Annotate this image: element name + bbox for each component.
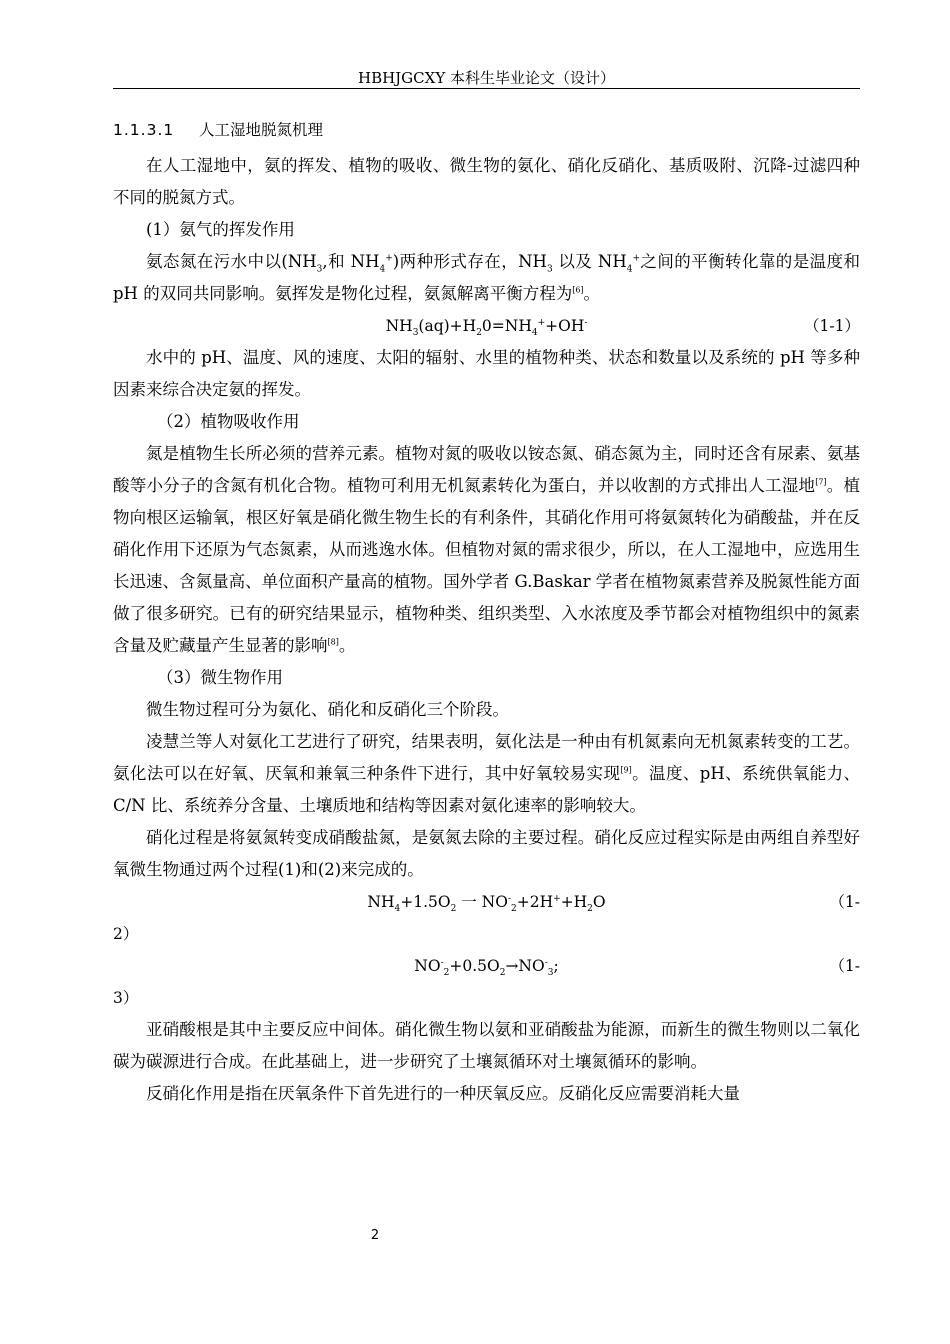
- text-run: 。: [338, 636, 356, 655]
- equation-formula: $NH_3(aq)+H_20=NH_4^++OH^-$: [385, 317, 588, 339]
- running-header: HBHJGCXY 本科生毕业论文（设计）: [357, 69, 615, 87]
- text-run: 氮是植物生长所必须的营养元素。植物对氮的吸收以铵态氮、硝态氮为主，同时还含有尿素、氨基酸等小分子的含氮有机化合物。植物可利用无机氮素转化为蛋白，并以收割的方式排出人工湿地: [113, 444, 860, 495]
- subscript: 3: [316, 264, 323, 275]
- section-title: 人工湿地脱氮机理: [199, 121, 324, 139]
- paragraph-plant-uptake: [113, 438, 860, 662]
- equation-number-wrap: 2）: [113, 925, 139, 943]
- section-heading: [113, 114, 860, 146]
- subscript: 4: [626, 264, 633, 275]
- page-number: 2: [370, 1228, 380, 1243]
- equation-1-2: [113, 886, 860, 918]
- paragraph-ammonification: [113, 726, 860, 822]
- citation: [6]: [572, 285, 584, 295]
- page-body: [113, 114, 860, 1110]
- paragraph-denitrification: 反硝化作用是指在厌氧条件下首先进行的一种厌氧反应。反硝化反应需要消耗大量: [146, 1084, 740, 1103]
- paragraph-nitrite: 亚硝酸根是其中主要反应中间体。硝化微生物以氨和亚硝酸盐为能源，而新生的微生物则以二氧化碳为碳源进行合成。在此基础上，进一步研究了土壤氮循环对土壤氮循环的影响。: [113, 1020, 860, 1071]
- text-run: 以及 NH: [552, 252, 627, 271]
- superscript: +: [632, 253, 640, 264]
- text-run: ,和 NH: [322, 252, 380, 271]
- text-run: 氨态氮在污水中以(NH: [146, 252, 317, 271]
- text-run: 凌慧兰等人对氨化工艺进行了研究，结果表明，氨化法是一种由有机氮素向无机氮素转变的工艺。氨化法可以在好氧、厌氧和兼氧三种条件下进行，其中好氧较易实现: [113, 732, 860, 783]
- text-run: 之间的平衡转化靠的是温度和 pH 的双同共同影响。氨挥发是物化过程，氨氮解离平衡方程为: [113, 252, 861, 303]
- header-rule: [113, 88, 860, 89]
- subheading-plant-uptake: （2）植物吸收作用: [157, 412, 300, 431]
- equation-formula: $NH_4+1.5O_2$ 一 $NO^-_2+2H^++H_2O$: [367, 893, 606, 915]
- equation-number: （1-: [829, 957, 860, 975]
- superscript: +: [385, 253, 393, 264]
- subscript: 4: [379, 264, 386, 275]
- equation-1-1: [113, 310, 860, 342]
- subscript: 3: [546, 264, 553, 275]
- equation-number: （1-: [829, 893, 860, 911]
- paragraph-ammonia: [113, 246, 860, 310]
- section-number: 1.1.3.1: [113, 121, 175, 139]
- subheading-ammonia-volatilization: (1）氨气的挥发作用: [146, 220, 295, 239]
- subheading-microbial: （3）微生物作用: [157, 668, 283, 687]
- citation: [7]: [815, 477, 827, 487]
- text-run: 。: [583, 284, 601, 303]
- paragraph-ph-factors: 水中的 pH、温度、风的速度、太阳的辐射、水里的植物种类、状态和数量以及系统的 pH 等多种因素来综合决定氨的挥发。: [113, 348, 860, 399]
- equation-1-3: [113, 950, 860, 982]
- equation-number-wrap: 3）: [113, 989, 139, 1007]
- text-run: 。温度、pH、系统供氧能力、C/N 比、系统养分含量、土壤质地和结构等因素对氨化速率的影响较大。: [113, 764, 861, 815]
- citation: [9]: [620, 765, 632, 775]
- text-run: 。植物向根区运输氧，根区好氧是硝化微生物生长的有利条件，其硝化作用可将氨氮转化为硝酸盐，并在反硝化作用下还原为气态氮素，从而逃逸水体。但植物对氮的需求很少，所以，在人工湿地中，应选用生长迅速、含氮量高、单位面积产量高的植物。国外学者 G.Baskar 学者在植物氮素营养及脱氮性能方面做了很多研究。已有的研究结果显示，植物种类、组织类型、入水浓度及季节都会对植物组织中的氮素含量及贮藏量产生显著的影响: [113, 476, 861, 655]
- paragraph-intro: 在人工湿地中，氨的挥发、植物的吸收、微生物的氨化、硝化反硝化、基质吸附、沉降-过滤四种不同的脱氮方式。: [113, 156, 860, 207]
- paragraph-microbial-stages: 微生物过程可分为氨化、硝化和反硝化三个阶段。: [146, 700, 509, 719]
- text-run: )两种形式存在，NH: [392, 252, 547, 271]
- paragraph-nitrification: 硝化过程是将氨氮转变成硝酸盐氮，是氨氮去除的主要过程。硝化反应过程实际是由两组自养型好氧微生物通过两个过程(1)和(2)来完成的。: [113, 828, 860, 879]
- citation: [8]: [327, 637, 339, 647]
- equation-number: （1-1）: [804, 317, 860, 335]
- equation-formula: $NO^-_2+0.5O_2\to NO^-_3$;: [414, 957, 559, 979]
